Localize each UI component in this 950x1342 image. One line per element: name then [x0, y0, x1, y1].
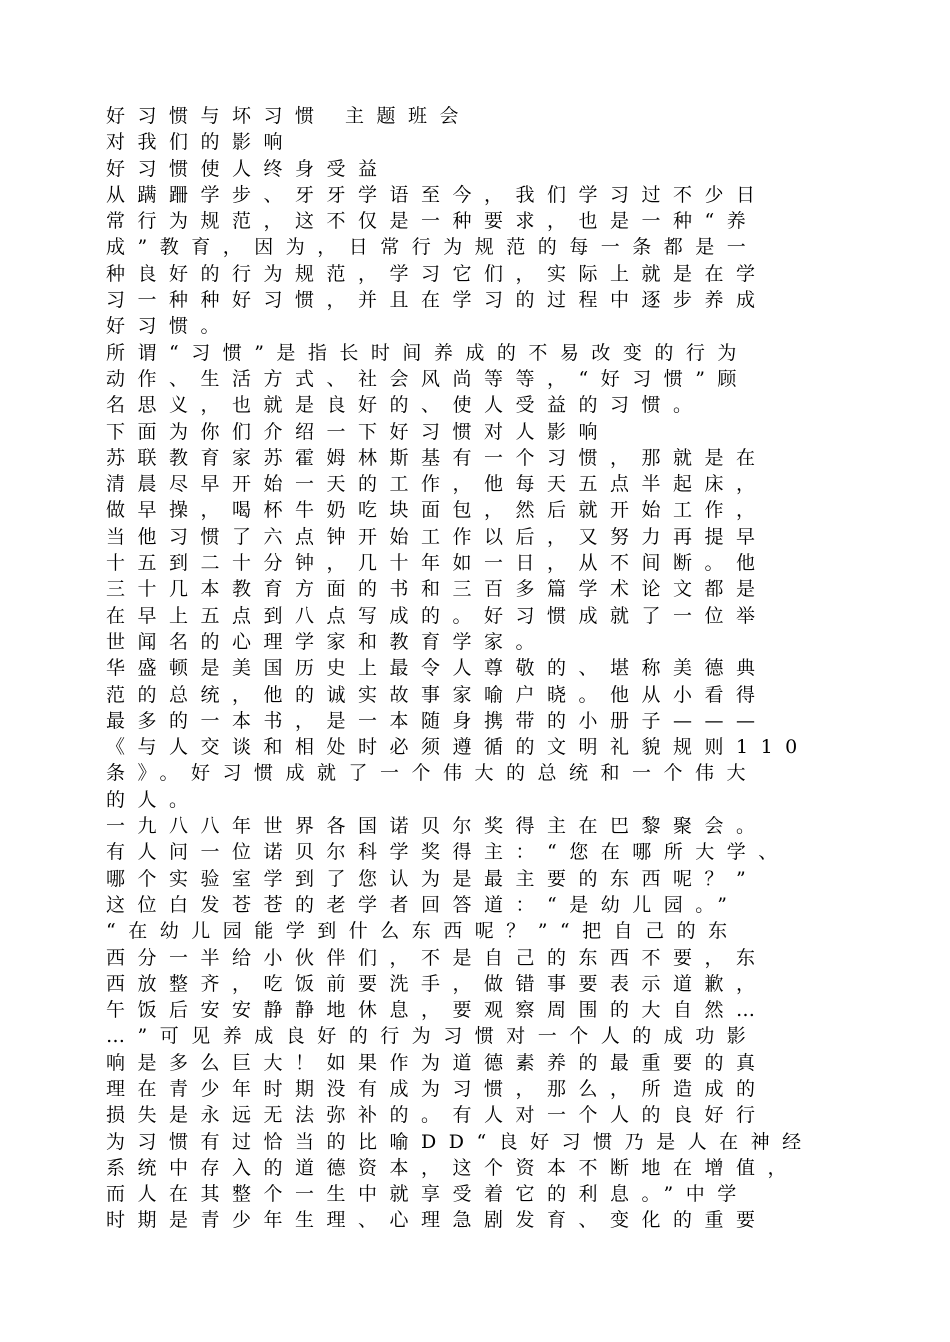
text-line: 下面为你们介绍一下好习惯对人影响	[106, 420, 611, 443]
text-line: 午饭后安安静静地休息，要观察周围的大自然…	[106, 999, 768, 1022]
text-line: 最多的一本书，是一本随身携带的小册子———	[106, 709, 768, 732]
text-line: 西分一半给小伙伴们，不是自己的东西不要，东	[106, 946, 768, 969]
text-line: 一九八八年世界各国诺贝尔奖得主在巴黎聚会。	[106, 815, 768, 838]
text-line: 当他习惯了六点钟开始工作以后，又努力再提早	[106, 525, 768, 548]
text-line: “在幼儿园能学到什么东西呢？”“把自己的东	[106, 920, 740, 943]
text-line: 有人问一位诺贝尔科学奖得主：“您在哪所大学、	[106, 841, 790, 864]
text-line: …”可见养成良好的行为习惯对一个人的成功影	[106, 1025, 759, 1048]
text-line: 系统中存入的道德资本，这个资本不断地在增值，	[106, 1156, 800, 1179]
text-line: 《与人交谈和相处时必须遵循的文明礼貌规则110	[106, 736, 810, 759]
text-line: 这位白发苍苍的老学者回答道：“是幼儿园。”	[106, 893, 740, 916]
text-line: 西放整齐，吃饭前要洗手，做错事要表示道歉，	[106, 972, 768, 995]
text-line: 而人在其整个一生中就享受着它的利息。”中学	[106, 1183, 749, 1206]
text-line: 做早操，喝杯牛奶吃块面包，然后就开始工作，	[106, 499, 768, 522]
text-line: 动作、生活方式、社会风尚等等，“好习惯”顾	[106, 367, 749, 390]
text-line: 常行为规范，这不仅是一种要求，也是一种“养	[106, 210, 759, 233]
title-line: 好习惯与坏习惯 主题班会	[106, 105, 472, 127]
heading-line: 好习惯使人终身受益	[106, 157, 390, 180]
text-line: 响是多么巨大！如果作为道德素养的最重要的真	[106, 1051, 768, 1074]
text-line: 在早上五点到八点写成的。好习惯成就了一位举	[106, 604, 768, 627]
text-line: 从蹒跚学步、牙牙学语至今，我们学习过不少日	[106, 183, 768, 206]
text-line: 十五到二十分钟，几十年如一日，从不间断。他	[106, 552, 768, 575]
text-line: 清晨尽早开始一天的工作，他每天五点半起床，	[106, 473, 768, 496]
text-line: 名思义，也就是良好的、使人受益的习惯。	[106, 394, 705, 417]
text-line: 世闻名的心理学家和教育学家。	[106, 630, 548, 653]
text-line: 成”教育，因为，日常行为规范的每一条都是一	[106, 236, 759, 259]
text-line: 时期是青少年生理、心理急剧发育、变化的重要	[106, 1209, 768, 1232]
text-line: 范的总统，他的诚实故事家喻户晓。他从小看得	[106, 683, 768, 706]
text-line: 哪个实验室学到了您认为是最主要的东西呢？”	[106, 867, 759, 890]
text-line: 的人。	[106, 788, 201, 811]
text-line: 三十几本教育方面的书和三百多篇学术论文都是	[106, 578, 768, 601]
text-line: 华盛顿是美国历史上最令人尊敬的、堪称美德典	[106, 657, 768, 680]
text-line: 条》。好习惯成就了一个伟大的总统和一个伟大	[106, 762, 759, 785]
text-line: 种良好的行为规范，学习它们，实际上就是在学	[106, 262, 768, 285]
text-line: 好习惯。	[106, 315, 233, 338]
text-line: 为习惯有过恰当的比喻DD“良好习惯乃是人在神经	[106, 1130, 814, 1153]
text-line: 所谓“习惯”是指长时间养成的不易改变的行为	[106, 341, 749, 364]
text-line: 习一种种好习惯，并且在学习的过程中逐步养成	[106, 289, 768, 312]
text-line: 损失是永远无法弥补的。有人对一个人的良好行	[106, 1104, 768, 1127]
text-line: 苏联教育家苏霍姆林斯基有一个习惯，那就是在	[106, 446, 768, 469]
document-body	[106, 103, 866, 1234]
subtitle-line: 对我们的影响	[106, 131, 296, 154]
text-line: 理在青少年时期没有成为习惯，那么，所造成的	[106, 1077, 768, 1100]
